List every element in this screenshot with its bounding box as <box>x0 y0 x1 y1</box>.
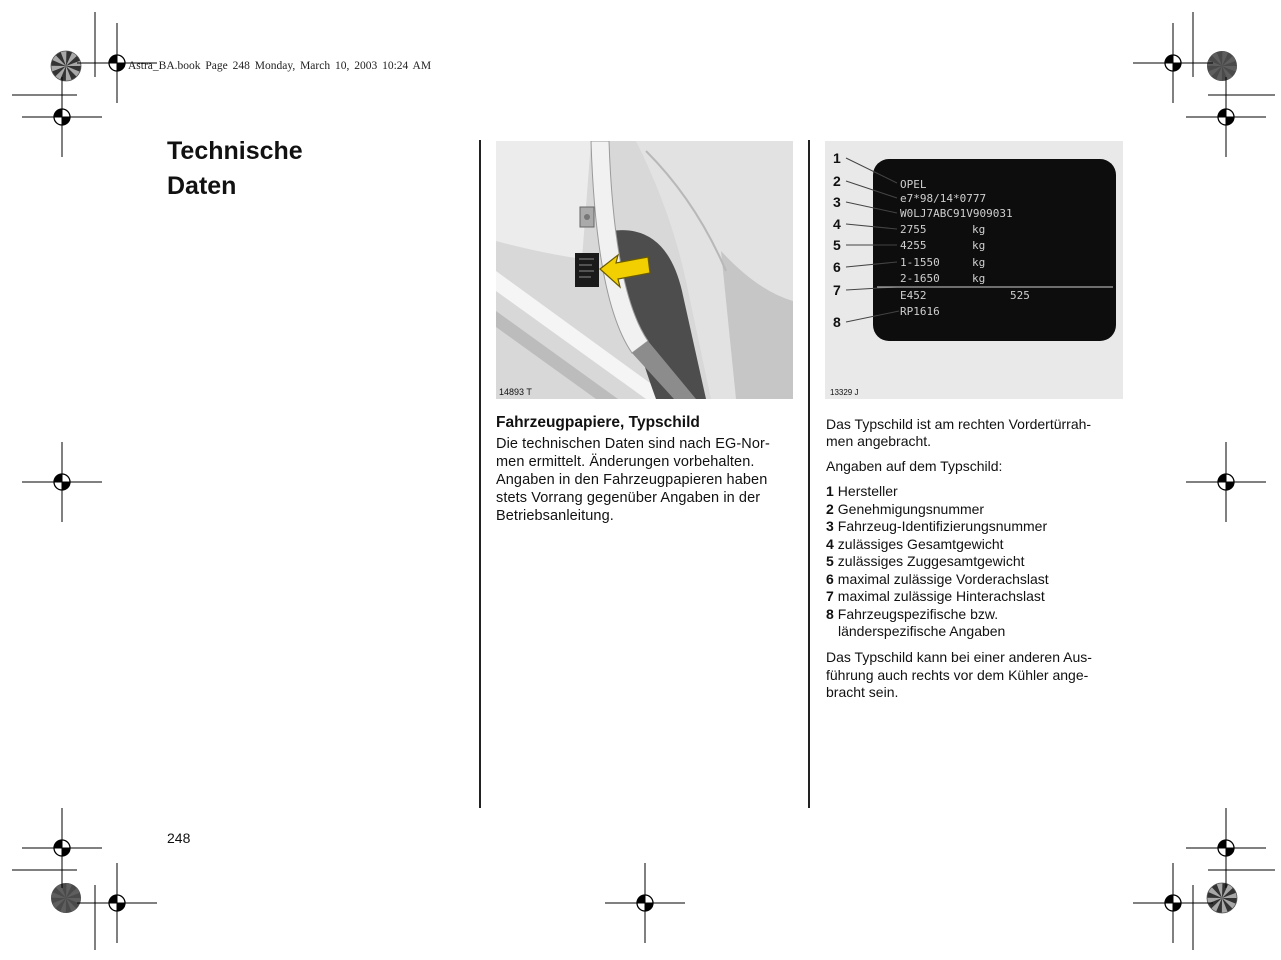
column-divider-right <box>808 140 810 808</box>
intro-line: men angebracht. <box>826 433 932 449</box>
plate-approval-number: e7*98/14*0777 <box>900 192 987 205</box>
list-item-number: 4 <box>826 535 834 552</box>
list-item <box>826 518 1049 536</box>
list-item-text: zulässiges Zuggesamtgewicht <box>837 553 1025 569</box>
callout-6: 6 <box>833 259 841 275</box>
callout-8: 8 <box>833 314 841 330</box>
callout-5: 5 <box>833 237 841 253</box>
plate-unit: kg <box>972 256 986 269</box>
typschild-list-heading: Angaben auf dem Typschild: <box>826 458 1003 474</box>
section-line: stets Vorrang gegenüber Angaben in der <box>496 490 761 506</box>
plate-code-2: 525 <box>1010 289 1030 302</box>
section-line: Die technischen Daten sind nach EG-Nor- <box>496 436 770 452</box>
page-title-line-2: Daten <box>167 172 237 200</box>
callout-4: 4 <box>833 216 841 232</box>
section-line: Angaben in den Fahrzeugpapieren haben <box>496 472 768 488</box>
list-item-number: 2 <box>826 500 834 517</box>
list-item-number: 7 <box>826 588 834 604</box>
striker-bolt <box>584 214 590 220</box>
list-item-number: 8 <box>826 605 834 622</box>
callout-3: 3 <box>833 194 841 210</box>
column-divider-left <box>479 140 481 808</box>
callout-7: 7 <box>833 282 841 298</box>
list-item-text: Fahrzeugspezifische bzw. <box>837 605 999 622</box>
plate-train-weight: 4255 <box>900 239 927 252</box>
plate-unit: kg <box>972 239 986 252</box>
print-info-header: Astra_BA.book Page 248 Monday, March 10, 2003 10:24 AM <box>128 60 432 72</box>
diagram-label: 13329 J <box>830 388 859 397</box>
page-title <box>167 134 303 204</box>
door-photo-figure <box>496 141 793 399</box>
page-number: 248 <box>167 830 191 846</box>
list-item-text: Fahrzeug-Identifizierungsnummer <box>837 518 1048 534</box>
body-panel <box>496 141 591 259</box>
registration-target-left-middle <box>22 442 102 522</box>
typschild-outro <box>826 649 1092 702</box>
door-photo <box>496 141 793 399</box>
plate-code-3: RP1616 <box>900 305 940 318</box>
outro-line: führung auch rechts vor dem Kühler ange- <box>826 666 1089 683</box>
outro-line: bracht sein. <box>826 684 899 700</box>
list-item-number: 5 <box>826 553 834 569</box>
list-item-number: 3 <box>826 518 834 534</box>
plate-manufacturer: OPEL <box>900 178 927 191</box>
plate-vin: W0LJ7ABC91V909031 <box>900 207 1013 220</box>
list-item <box>826 606 1049 624</box>
typschild-list <box>826 483 1049 641</box>
section-heading: Fahrzeugpapiere, Typschild <box>496 414 700 431</box>
list-item-text: zulässiges Gesamtgewicht <box>837 535 1004 552</box>
typschild-intro <box>826 416 1091 450</box>
list-item-text: Hersteller <box>837 483 898 499</box>
list-item-text: maximal zulässige Hinterachslast <box>837 588 1045 604</box>
list-item-number: 1 <box>826 483 834 499</box>
list-item-text: maximal zulässige Vorderachslast <box>837 570 1049 587</box>
type-plate-diagram <box>825 141 1123 399</box>
callout-1: 1 <box>833 150 841 166</box>
plate-front-axle-load: 1-1550 <box>900 256 940 269</box>
list-item-number: 6 <box>826 570 834 587</box>
section-line: Betriebsanleitung. <box>496 508 614 524</box>
plate-gross-weight: 2755 <box>900 223 927 236</box>
registration-target-right-middle <box>1186 442 1266 522</box>
registration-target-top-right <box>1133 23 1213 103</box>
section-line: men ermittelt. Änderungen vorbehalten. <box>496 454 755 470</box>
list-item-continuation: länderspezifische Angaben <box>838 623 1006 639</box>
registration-target-left-top <box>22 77 102 157</box>
plate-unit: kg <box>972 272 986 285</box>
plate-rear-axle-load: 2-1650 <box>900 272 940 285</box>
registration-target-bottom-left <box>77 863 157 943</box>
registration-target-bottom-center <box>605 863 685 943</box>
registration-target-right-bottom <box>1186 808 1266 888</box>
page-title-line-1: Technische <box>167 137 303 165</box>
color-wheel-top-left <box>51 51 81 81</box>
list-item-text: Genehmigungsnummer <box>837 500 985 517</box>
list-item <box>826 536 1049 554</box>
plate-code-1: E452 <box>900 289 927 302</box>
registration-target-right-top <box>1186 77 1266 157</box>
type-plate-figure <box>825 141 1123 399</box>
type-plate-location <box>575 253 599 287</box>
plate-unit: kg <box>972 223 986 236</box>
registration-target-left-bottom <box>22 808 102 888</box>
list-item <box>826 501 1049 519</box>
color-wheel-top-right <box>1207 51 1237 81</box>
registration-target-bottom-right <box>1133 863 1213 943</box>
list-item <box>826 553 1049 571</box>
section-body <box>496 435 770 525</box>
callout-2: 2 <box>833 173 841 189</box>
list-item <box>826 483 1049 501</box>
color-wheel-bottom-right <box>1207 883 1237 913</box>
intro-line: Das Typschild ist am rechten Vordertürrah- <box>826 416 1092 432</box>
photo-label: 14893 T <box>499 387 532 397</box>
list-item <box>826 571 1049 589</box>
outro-line: Das Typschild kann bei einer anderen Aus- <box>826 649 1092 665</box>
color-wheel-bottom-left <box>51 883 81 913</box>
list-item <box>826 588 1049 606</box>
